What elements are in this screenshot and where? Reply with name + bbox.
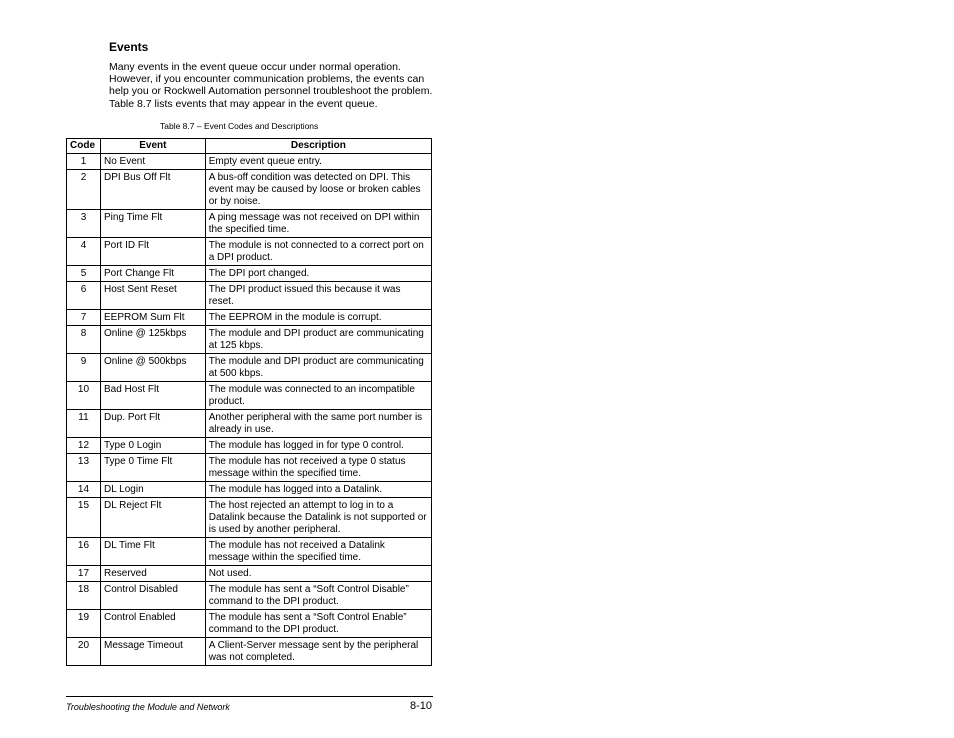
footer-rule <box>66 696 433 697</box>
description-cell: A bus-off condition was detected on DPI. This event may be caused by loose or broken cables or by noise. <box>205 170 431 210</box>
table-row <box>67 410 432 438</box>
section-heading: Events <box>109 40 149 54</box>
event-cell: EEPROM Sum Flt <box>100 310 205 326</box>
event-cell: Message Timeout <box>100 638 205 666</box>
table-row <box>67 498 432 538</box>
table-row <box>67 154 432 170</box>
description-cell: The module was connected to an incompatible product. <box>205 382 431 410</box>
event-column-header: Event <box>100 139 205 154</box>
code-cell: 14 <box>67 482 101 498</box>
intro-paragraph: Many events in the event queue occur under normal operation. However, if you encounter communication problems, the events can help you or Rockwell Automation personnel troubleshoot the problem. Table 8.7 lists events that may appear in the event queue. <box>109 61 433 110</box>
code-cell: 16 <box>67 538 101 566</box>
event-cell: Port Change Flt <box>100 266 205 282</box>
event-cell: Online @ 500kbps <box>100 354 205 382</box>
description-cell: The module has logged into a Datalink. <box>205 482 431 498</box>
code-cell: 4 <box>67 238 101 266</box>
code-cell: 15 <box>67 498 101 538</box>
table-row <box>67 238 432 266</box>
table-row <box>67 610 432 638</box>
event-cell: Dup. Port Flt <box>100 410 205 438</box>
code-cell: 17 <box>67 566 101 582</box>
event-cell: Type 0 Time Flt <box>100 454 205 482</box>
description-cell: The module has sent a “Soft Control Disable” command to the DPI product. <box>205 582 431 610</box>
table-row <box>67 582 432 610</box>
table-row <box>67 566 432 582</box>
description-cell: The DPI product issued this because it was reset. <box>205 282 431 310</box>
table-row <box>67 382 432 410</box>
table-caption: Table 8.7 – Event Codes and Descriptions <box>160 121 319 131</box>
table-row <box>67 310 432 326</box>
event-cell: No Event <box>100 154 205 170</box>
table-row <box>67 266 432 282</box>
event-cell: Port ID Flt <box>100 238 205 266</box>
description-cell: The module has not received a type 0 status message within the specified time. <box>205 454 431 482</box>
description-cell: The host rejected an attempt to log in to a Datalink because the Datalink is not supported or is used by another peripheral. <box>205 498 431 538</box>
code-cell: 2 <box>67 170 101 210</box>
event-cell: Reserved <box>100 566 205 582</box>
description-cell: The module has logged in for type 0 control. <box>205 438 431 454</box>
table-row <box>67 326 432 354</box>
description-cell: A Client-Server message sent by the peripheral was not completed. <box>205 638 431 666</box>
event-cell: Type 0 Login <box>100 438 205 454</box>
event-cell: Control Disabled <box>100 582 205 610</box>
description-cell: The module has not received a Datalink message within the specified time. <box>205 538 431 566</box>
code-cell: 19 <box>67 610 101 638</box>
code-cell: 9 <box>67 354 101 382</box>
code-cell: 6 <box>67 282 101 310</box>
event-cell: DPI Bus Off Flt <box>100 170 205 210</box>
description-cell: Not used. <box>205 566 431 582</box>
table-row <box>67 354 432 382</box>
table-body <box>67 154 432 666</box>
table-row <box>67 282 432 310</box>
event-cell: DL Time Flt <box>100 538 205 566</box>
table-row <box>67 538 432 566</box>
event-cell: Host Sent Reset <box>100 282 205 310</box>
event-cell: Bad Host Flt <box>100 382 205 410</box>
code-cell: 8 <box>67 326 101 354</box>
description-cell: The EEPROM in the module is corrupt. <box>205 310 431 326</box>
table-row <box>67 438 432 454</box>
event-cell: DL Reject Flt <box>100 498 205 538</box>
code-cell: 7 <box>67 310 101 326</box>
code-cell: 5 <box>67 266 101 282</box>
table-header-row <box>67 139 432 154</box>
code-cell: 1 <box>67 154 101 170</box>
code-cell: 13 <box>67 454 101 482</box>
table-row <box>67 638 432 666</box>
description-cell: The module has sent a “Soft Control Enable” command to the DPI product. <box>205 610 431 638</box>
event-cell: Ping Time Flt <box>100 210 205 238</box>
code-column-header: Code <box>67 139 101 154</box>
code-cell: 18 <box>67 582 101 610</box>
description-cell: The DPI port changed. <box>205 266 431 282</box>
code-cell: 20 <box>67 638 101 666</box>
description-cell: The module and DPI product are communicating at 500 kbps. <box>205 354 431 382</box>
description-cell: Empty event queue entry. <box>205 154 431 170</box>
description-cell: Another peripheral with the same port number is already in use. <box>205 410 431 438</box>
footer-title: Troubleshooting the Module and Network <box>66 702 230 712</box>
page-number: 8-10 <box>409 700 432 712</box>
table-row <box>67 210 432 238</box>
table-row <box>67 454 432 482</box>
description-cell: The module and DPI product are communicating at 125 kbps. <box>205 326 431 354</box>
table-row <box>67 170 432 210</box>
code-cell: 3 <box>67 210 101 238</box>
table-row <box>67 482 432 498</box>
code-cell: 10 <box>67 382 101 410</box>
description-cell: A ping message was not received on DPI within the specified time. <box>205 210 431 238</box>
code-cell: 12 <box>67 438 101 454</box>
description-cell: The module is not connected to a correct port on a DPI product. <box>205 238 431 266</box>
event-cell: Control Enabled <box>100 610 205 638</box>
description-column-header: Description <box>205 139 431 154</box>
event-cell: DL Login <box>100 482 205 498</box>
event-codes-table <box>66 138 432 666</box>
code-cell: 11 <box>67 410 101 438</box>
event-cell: Online @ 125kbps <box>100 326 205 354</box>
